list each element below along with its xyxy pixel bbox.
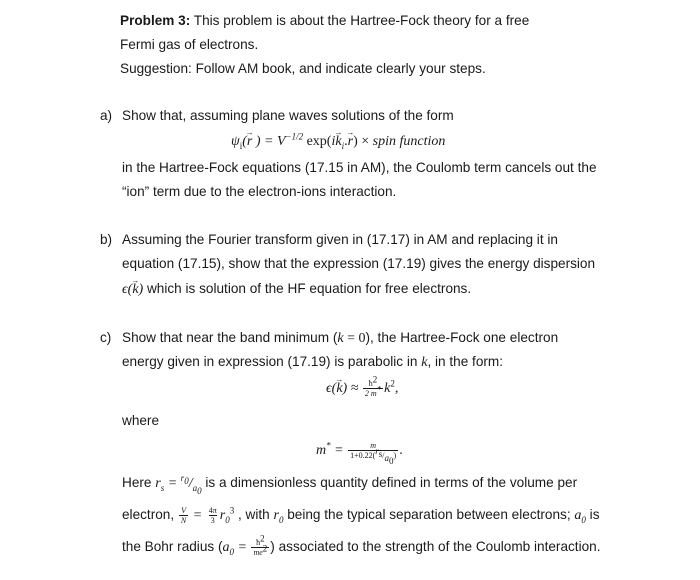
plane-wave-equation: $\psi_i(\to r$ ) = $V^{-1/2}$ $\exp(i\to k_i.\to r)$ × spin function: [231, 133, 445, 150]
part-a-label: a): [100, 108, 113, 123]
intro-line-1: [120, 12, 529, 29]
part-b-line-1: Assuming the Fourier transform given in (17.17) in AM and replacing it in: [122, 232, 558, 247]
part-b-label: b): [100, 232, 113, 247]
effective-mass-equation: m* = $\frac{m}{1+0.22(^{r_s}/_{a_0})}$ .: [316, 440, 403, 466]
part-a-line-2: in the Hartree-Fock equations (17.15 in AM), the Coulomb term cancels out the: [122, 160, 597, 175]
intro-line-2: Fermi gas of electrons.: [120, 37, 259, 52]
part-c-line-2: energy given in expression (17.19) is parabolic in k, in the form:: [122, 354, 504, 370]
part-c-label: c): [100, 330, 112, 345]
dispersion-equation: ϵ(→ k) ≈ $\frac{ħ^2}{2 m^*}$ $k^2$,: [326, 378, 398, 400]
suggestion-line: Suggestion: Follow AM book, and indicate clearly your steps.: [120, 61, 486, 76]
where-text: where: [122, 413, 160, 428]
bohr-radius-line: the Bohr radius ($a_0$ = $\frac{ħ^2}{me^2}$ ) associated to the strength of the Coulomb interaction.: [122, 533, 601, 557]
part-c-line-1: Show that near the band minimum (k = 0), the Hartree-Fock one electron: [122, 330, 559, 346]
part-b-line-3: ϵ(→ k) which is solution of the HF equation for free electrons.: [122, 280, 471, 298]
part-b-line-2: equation (17.15), show that the expression (17.19) gives the energy dispersion: [122, 256, 596, 271]
part-a-line-1: Show that, assuming plane waves solutions of the form: [122, 108, 454, 123]
here-line: Here $r_s = ^{r_0}/_{a_0}$ is a dimensionless quantity defined in terms of the volume per: [122, 473, 578, 496]
problem-title: Problem 3:: [120, 13, 191, 28]
intro-text-1: This problem is about the Hartree-Fock theory for a free: [190, 13, 530, 28]
electron-line: electron, $\frac{V}{N}$ = $\frac{4\pi}{3}$ $r_0^3$ , with $r_0$ being the typical separation between electrons; $a_0$ is: [122, 505, 600, 525]
part-a-line-3: “ion” term due to the electron-ions interaction.: [122, 184, 397, 199]
